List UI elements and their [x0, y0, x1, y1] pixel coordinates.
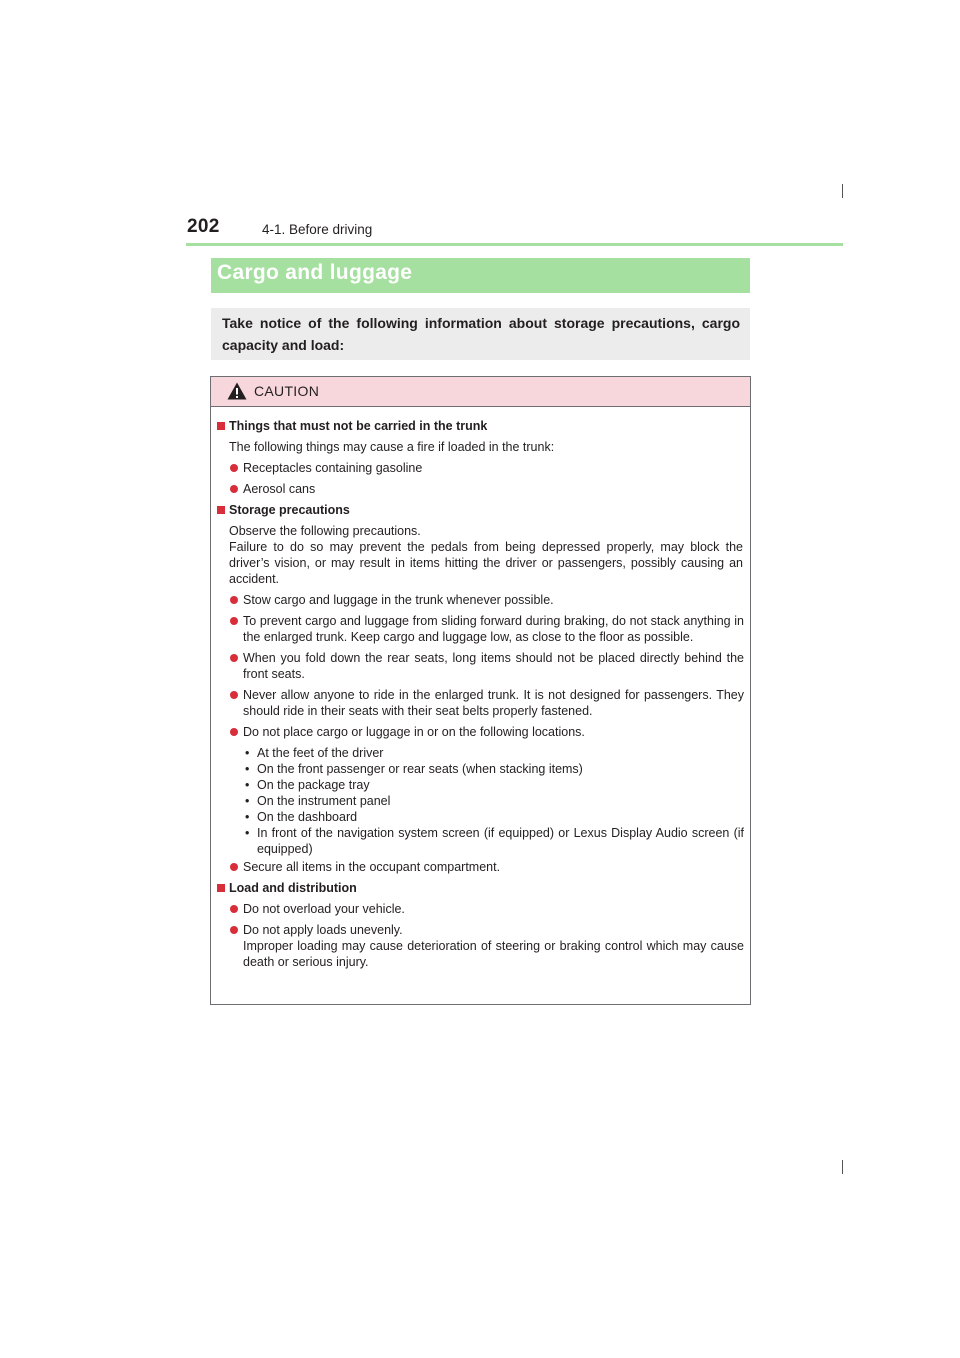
storage-item: Do not place cargo or luggage in or on the following locations. [211, 724, 750, 740]
location-item: • On the instrument panel [257, 793, 744, 809]
crop-mark-bottom [842, 1160, 843, 1174]
load-heading: Load and distribution [211, 880, 750, 896]
load-item-line-1: Do not apply loads unevenly. [243, 923, 403, 937]
page-title: Cargo and luggage [217, 261, 413, 284]
location-list [211, 745, 750, 857]
storage-intro-line-2: Failure to do so may prevent the pedals from being depressed properly, may block the driver’s vision, or may result in items hitting the driver or passengers, possibly causing an accident. [229, 540, 743, 586]
caution-header [211, 377, 750, 407]
load-item [211, 922, 750, 970]
section-label: 4-1. Before driving [262, 222, 373, 237]
location-item: • On the package tray [257, 777, 744, 793]
trunk-item: Aerosol cans [211, 481, 750, 497]
trunk-heading: Things that must not be carried in the trunk [211, 418, 750, 434]
storage-item: When you fold down the rear seats, long items should not be placed directly behind the front seats. [211, 650, 750, 682]
storage-item: Never allow anyone to ride in the enlarged trunk. It is not designed for passengers. They should ride in their seats with their seat belts properly fastened. [211, 687, 750, 719]
location-item: • On the dashboard [257, 809, 744, 825]
location-item: • On the front passenger or rear seats (when stacking items) [257, 761, 744, 777]
intro-text: Take notice of the following information about storage precautions, cargo capacity and load: [222, 315, 740, 353]
page-number: 202 [187, 216, 220, 237]
storage-item: To prevent cargo and luggage from sliding forward during braking, do not stack anything in the enlarged trunk. Keep cargo and luggage low, as close to the floor as possible. [211, 613, 750, 645]
location-item: • In front of the navigation system screen (if equipped) or Lexus Display Audio screen (if equipped) [257, 825, 744, 857]
load-item-line-2: Improper loading may cause deterioration of steering or braking control which may cause death or serious injury. [243, 939, 744, 969]
location-item: • At the feet of the driver [257, 745, 744, 761]
caution-label: CAUTION [254, 383, 320, 399]
storage-intro-line-1: Observe the following precautions. [229, 524, 421, 538]
intro-box [211, 308, 750, 360]
crop-mark-top [842, 184, 843, 198]
trunk-intro: The following things may cause a fire if loaded in the trunk: [229, 440, 555, 454]
title-bar [211, 258, 750, 293]
secure-item: Secure all items in the occupant compartment. [211, 859, 750, 875]
caution-box [210, 376, 751, 1005]
trunk-item: Receptacles containing gasoline [211, 460, 750, 476]
storage-heading: Storage precautions [211, 502, 750, 518]
header-rule [186, 243, 843, 246]
storage-intro [211, 523, 750, 587]
warning-triangle-icon [227, 382, 247, 400]
caution-body [211, 418, 750, 975]
storage-item: Stow cargo and luggage in the trunk whenever possible. [211, 592, 750, 608]
load-item: Do not overload your vehicle. [211, 901, 750, 917]
